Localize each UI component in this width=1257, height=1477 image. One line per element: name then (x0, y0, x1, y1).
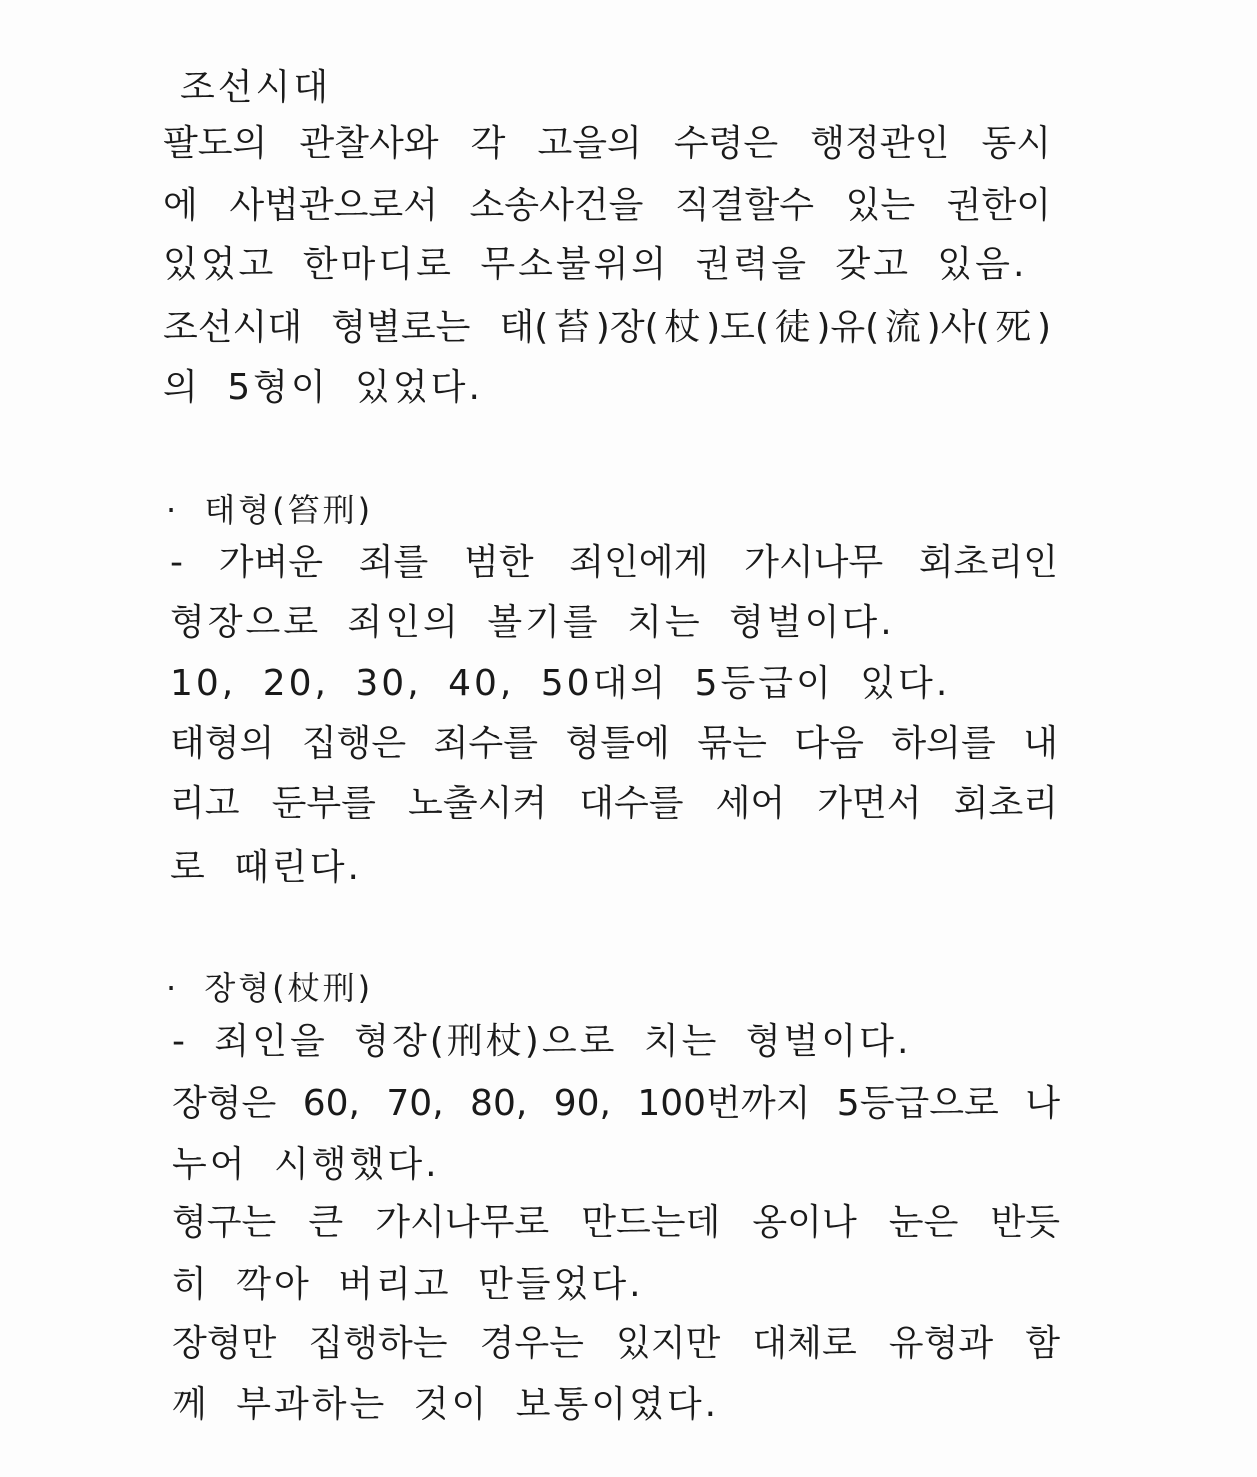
section-line: 형장으로 죄인의 볼기를 치는 형벌이다. (170, 602, 895, 643)
section-line: 히 깍아 버리고 만들었다. (172, 1264, 644, 1305)
intro-line: 있었고 한마디로 무소불위의 권력을 갖고 있음. (163, 244, 1028, 285)
section-line: - 죄인을 형장(刑杖)으로 치는 형벌이다. (172, 1021, 912, 1062)
section-line: 태형의 집행은 죄수를 형틀에 묶는 다음 하의를 내 (170, 723, 1058, 764)
section-heading-janghyeong: · 장형(杖刑) (166, 969, 374, 1007)
section-line: 10, 20, 30, 40, 50대의 5등급이 있다. (170, 663, 951, 704)
intro-line: 에 사법관으로서 소송사건을 직결할수 있는 권한이 (163, 185, 1051, 226)
section-heading-taehyeong: · 태형(笞刑) (166, 491, 374, 529)
intro-line: 팔도의 관찰사와 각 고을의 수령은 행정관인 동시 (163, 123, 1051, 164)
section-line: 누어 시행했다. (172, 1144, 440, 1185)
section-line: 로 때린다. (170, 847, 362, 888)
section-line: 께 부과하는 것이 보통이였다. (172, 1384, 720, 1425)
intro-line: 의 5형이 있었다. (163, 367, 483, 408)
section-line: 장형은 60, 70, 80, 90, 100번까지 5등급으로 나 (172, 1083, 1060, 1124)
section-line: 장형만 집행하는 경우는 있지만 대체로 유형과 함 (172, 1323, 1060, 1364)
document-title: 조선시대 (180, 67, 332, 108)
section-line: - 가벼운 죄를 범한 죄인에게 가시나무 회초리인 (170, 542, 1058, 583)
section-line: 리고 둔부를 노출시켜 대수를 세어 가면서 회초리 (170, 783, 1058, 824)
intro-line: 조선시대 형별로는 태(苔)장(杖)도(徒)유(流)사(死) (163, 307, 1051, 348)
section-line: 형구는 큰 가시나무로 만드는데 옹이나 눈은 반듯 (172, 1202, 1060, 1243)
